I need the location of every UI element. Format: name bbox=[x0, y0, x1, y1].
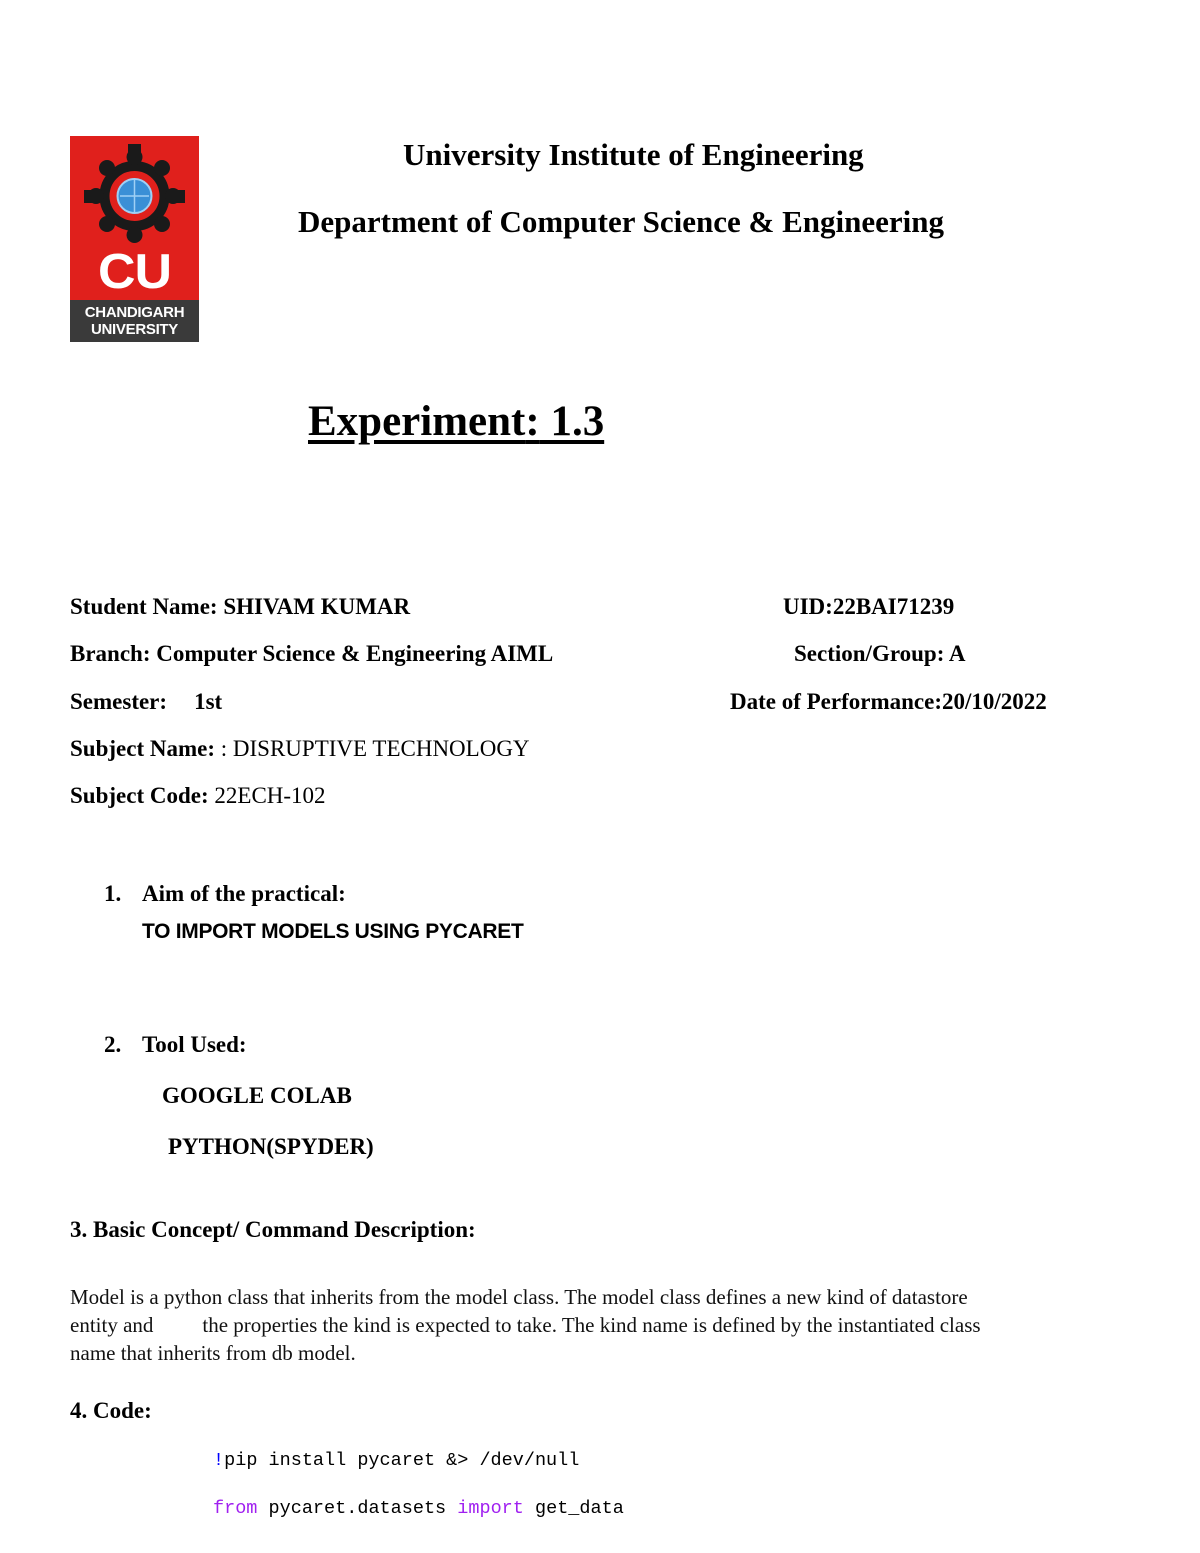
tool-google-colab: GOOGLE COLAB bbox=[162, 1083, 352, 1108]
logo-abbreviation: CU bbox=[97, 244, 172, 300]
logo-university-name bbox=[70, 300, 199, 342]
student-name-value: SHIVAM KUMAR bbox=[223, 594, 411, 619]
experiment-label: Experiment bbox=[308, 398, 526, 445]
semester-value: 1st bbox=[194, 689, 223, 714]
code-line-2 bbox=[213, 1498, 624, 1519]
concept-line-2a: entity and bbox=[70, 1313, 154, 1337]
branch-label: Branch: bbox=[70, 641, 157, 666]
cu-emblem-icon bbox=[70, 136, 199, 246]
code-pip-command: pip install pycaret &> /dev/null bbox=[224, 1450, 580, 1471]
code-bang: ! bbox=[213, 1450, 225, 1471]
branch-row bbox=[70, 641, 553, 667]
subject-name-label: Subject Name: bbox=[70, 736, 215, 761]
institute-title: University Institute of Engineering bbox=[403, 137, 864, 172]
tool-heading: Tool Used: bbox=[142, 1032, 247, 1057]
concept-heading: 3. Basic Concept/ Command Description: bbox=[70, 1217, 476, 1242]
semester-label: Semester: bbox=[70, 689, 168, 714]
subject-code-value: 22ECH-102 bbox=[208, 783, 326, 808]
experiment-separator: : bbox=[525, 398, 540, 445]
tool-python-spyder: PYTHON(SPYDER) bbox=[168, 1134, 374, 1159]
code-from-keyword: from bbox=[213, 1498, 258, 1519]
concept-line-3: name that inherits from db model. bbox=[70, 1341, 356, 1365]
chandigarh-university-logo bbox=[70, 136, 199, 342]
logo-name-line2: UNIVERSITY bbox=[90, 321, 178, 338]
section-label: Section/Group: bbox=[794, 641, 949, 666]
date-row bbox=[730, 689, 1047, 715]
concept-line-2b: the properties the kind is expected to take. The kind name is defined by the instantiated class bbox=[202, 1313, 981, 1337]
code-import-name: get_data bbox=[523, 1498, 624, 1519]
date-label: Date of Performance: bbox=[730, 689, 942, 714]
code-module: pycaret.datasets bbox=[257, 1498, 458, 1519]
section-row bbox=[794, 641, 965, 667]
code-import-keyword: import bbox=[457, 1498, 524, 1519]
subject-name-value: : DISRUPTIVE TECHNOLOGY bbox=[215, 736, 530, 761]
logo-name-line1: CHANDIGARH bbox=[84, 304, 185, 321]
experiment-number: 1.3 bbox=[539, 398, 605, 445]
semester-row bbox=[70, 689, 222, 715]
concept-line-2 bbox=[70, 1311, 1130, 1339]
code-line-1 bbox=[213, 1450, 579, 1471]
section-value: A bbox=[948, 641, 966, 666]
subject-code-row bbox=[70, 783, 326, 809]
experiment-title bbox=[308, 397, 604, 446]
uid-value: 22BAI71239 bbox=[832, 594, 955, 619]
concept-paragraph bbox=[70, 1283, 1130, 1367]
date-value: 20/10/2022 bbox=[942, 689, 1047, 714]
tool-number: 2. bbox=[104, 1032, 122, 1057]
department-title: Department of Computer Science & Engineering bbox=[298, 204, 945, 239]
concept-line-1: Model is a python class that inherits from the model class. The model class defines a new kind of datastore bbox=[70, 1285, 968, 1309]
student-name-label: Student Name: bbox=[70, 594, 224, 619]
subject-code-label: Subject Code: bbox=[70, 783, 209, 808]
student-name-row bbox=[70, 594, 410, 620]
aim-heading: Aim of the practical: bbox=[142, 881, 346, 906]
uid-row bbox=[783, 594, 954, 620]
uid-label: UID: bbox=[783, 594, 833, 619]
branch-value: Computer Science & Engineering AIML bbox=[156, 641, 554, 666]
code-heading: 4. Code: bbox=[70, 1398, 152, 1423]
subject-name-row bbox=[70, 736, 530, 762]
aim-number: 1. bbox=[104, 881, 122, 906]
aim-text: TO IMPORT MODELS USING PYCARET bbox=[142, 920, 524, 943]
